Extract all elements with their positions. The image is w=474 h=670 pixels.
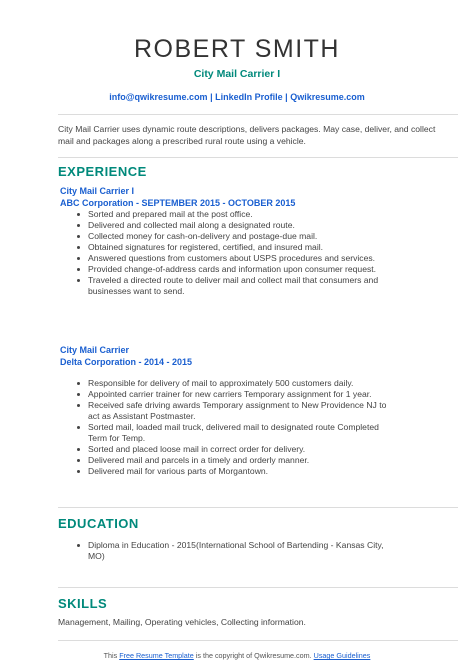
summary-paragraph: City Mail Carrier uses dynamic route descriptions, delivers packages. May case, deliver, and collect mail and packages along a prescribed rural route using a vehicle. bbox=[58, 124, 436, 146]
list-item: Appointed carrier trainer for new carriers Temporary assignment for 1 year. bbox=[58, 389, 388, 400]
education-heading: EDUCATION bbox=[58, 516, 139, 531]
list-item: Responsible for delivery of mail to approximately 500 customers daily. bbox=[58, 378, 388, 389]
job-bullets bbox=[58, 209, 458, 297]
footer-prefix: This bbox=[103, 651, 118, 660]
list-item: Sorted and prepared mail at the post office. bbox=[58, 209, 388, 220]
email-link[interactable]: info@qwikresume.com bbox=[109, 92, 208, 102]
job-bullets bbox=[58, 378, 458, 477]
experience-entry-1 bbox=[58, 185, 458, 297]
list-item: Obtained signatures for registered, certified, and insured mail. bbox=[58, 242, 388, 253]
job-title: City Mail Carrier bbox=[60, 345, 130, 355]
list-item: Traveled a directed route to deliver mail and collect mail that consumers and businesses want to send. bbox=[58, 275, 388, 297]
skills-heading: SKILLS bbox=[58, 596, 108, 611]
candidate-name: ROBERT SMITH bbox=[134, 35, 340, 63]
usage-guidelines-link[interactable]: Usage Guidelines bbox=[313, 651, 371, 660]
divider bbox=[58, 587, 458, 588]
divider bbox=[58, 507, 458, 508]
footer-copyright-text: is the copyright of Qwikresume.com. bbox=[195, 651, 312, 660]
list-item: Sorted and placed loose mail in correct order for delivery. bbox=[58, 444, 388, 455]
divider bbox=[58, 157, 458, 158]
list-item: Collected money for cash-on-delivery and postage-due mail. bbox=[58, 231, 388, 242]
list-item: Provided change-of-address cards and information upon consumer request. bbox=[58, 264, 388, 275]
experience-heading: EXPERIENCE bbox=[58, 164, 147, 179]
list-item: Delivered mail for various parts of Morgantown. bbox=[58, 466, 388, 477]
list-item: Sorted mail, loaded mail truck, delivered mail to designated route Completed Term for Temp. bbox=[58, 422, 388, 444]
list-item: Delivered mail and parcels in a timely and orderly manner. bbox=[58, 455, 388, 466]
job-company-dates: Delta Corporation - 2014 - 2015 bbox=[60, 357, 193, 367]
footer bbox=[0, 651, 474, 661]
experience-entry-2 bbox=[58, 344, 458, 477]
contact-separator: | bbox=[210, 92, 213, 102]
list-item: Received safe driving awards Temporary assignment to New Providence NJ to act as Assistant Postmaster. bbox=[58, 400, 388, 422]
free-resume-template-link[interactable]: Free Resume Template bbox=[119, 651, 194, 660]
contact-separator: | bbox=[285, 92, 288, 102]
job-company-dates: ABC Corporation - SEPTEMBER 2015 - OCTOBER 2015 bbox=[60, 198, 296, 208]
education-list bbox=[58, 540, 458, 562]
list-item: Answered questions from customers about USPS procedures and services. bbox=[58, 253, 388, 264]
divider bbox=[58, 114, 458, 115]
contact-line bbox=[0, 91, 474, 103]
linkedin-link[interactable]: LinkedIn Profile bbox=[215, 92, 283, 102]
job-title: City Mail Carrier I bbox=[60, 186, 135, 196]
website-link[interactable]: Qwikresume.com bbox=[290, 92, 365, 102]
job-title-headline: City Mail Carrier I bbox=[193, 68, 281, 80]
list-item: Diploma in Education - 2015(International School of Bartending - Kansas City, MO) bbox=[58, 540, 388, 562]
list-item: Delivered and collected mail along a designated route. bbox=[58, 220, 388, 231]
divider bbox=[58, 640, 458, 641]
skills-list: Management, Mailing, Operating vehicles, Collecting information. bbox=[58, 617, 306, 627]
